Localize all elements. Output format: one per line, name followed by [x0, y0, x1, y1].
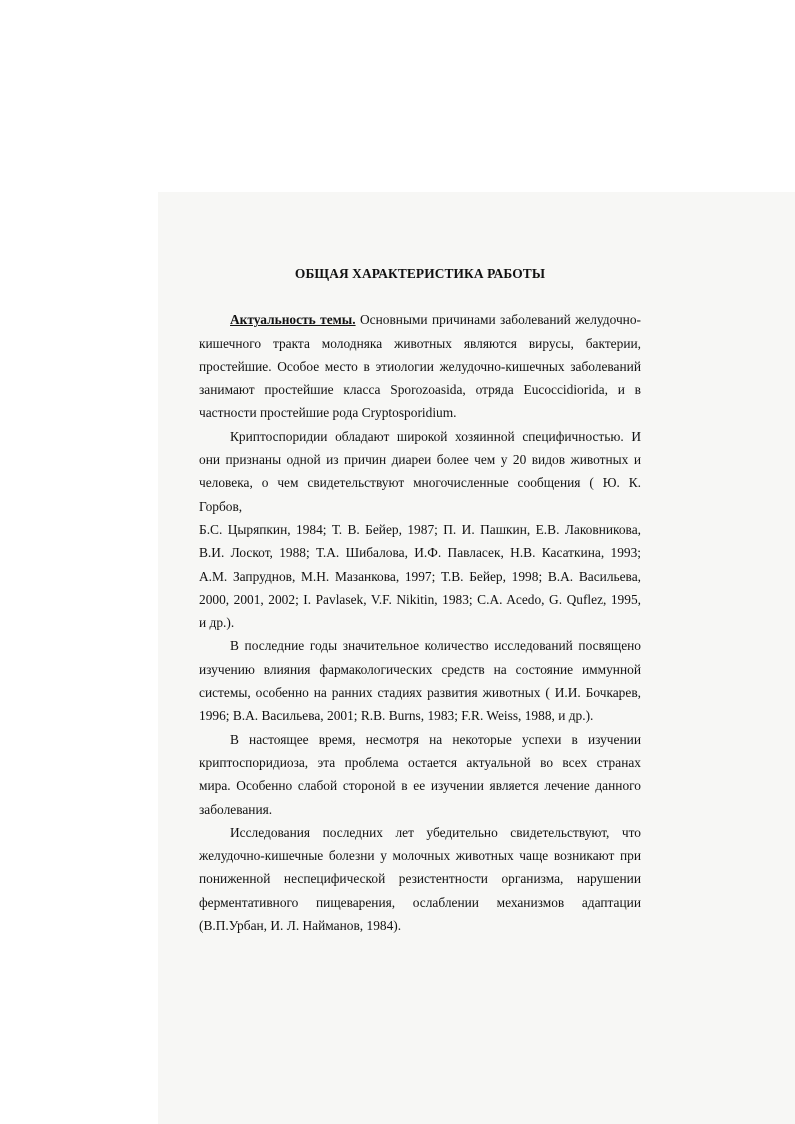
paragraph-line: человека, о чем свидетельствуют многочисленные сообщения ( Ю. К.	[199, 475, 641, 491]
paragraph-line: В.И. Лоскот, 1988; Т.А. Шибалова, И.Ф. Павласек, Н.В. Касаткина, 1993;	[199, 545, 641, 561]
paragraph-recent-studies	[199, 821, 641, 937]
paragraph-line: желудочно-кишечные болезни у молочных животных чаще возникают при	[199, 848, 641, 864]
paragraph-line: пониженной неспецифической резистентности организма, нарушении	[199, 871, 641, 887]
paragraph-line: (В.П.Урбан, И. Л. Найманов, 1984).	[199, 918, 402, 934]
paragraph-line: кишечного тракта молодняка животных являются вирусы, бактерии,	[199, 335, 641, 351]
paragraph-line: мира. Особенно слабой стороной в ее изучении является лечение данного	[199, 778, 641, 794]
paragraph-relevance	[199, 308, 641, 424]
paragraph-line: занимают простейшие класса Sporozoasida, отряда Eucoccidiorida, и в	[199, 382, 641, 398]
paragraph-line: Исследования последних лет убедительно свидетельствуют, что	[230, 824, 641, 840]
paragraph-line: Б.С. Цыряпкин, 1984; Т. В. Бейер, 1987; П. И. Пашкин, Е.В. Лаковникова,	[199, 521, 641, 537]
section-lead-label: Актуальность темы.	[230, 312, 356, 328]
paragraph-line: заболевания.	[199, 801, 273, 817]
paragraph-line: А.М. Запруднов, М.Н. Мазанкова, 1997; Т.В. Бейер, 1998; В.А. Васильева,	[199, 568, 641, 584]
paragraph-line: криптоспоридиоза, эта проблема остается актуальной во всех странах	[199, 754, 641, 770]
paragraph-line: В настоящее время, несмотря на некоторые успехи в изучении	[230, 731, 641, 747]
paragraph-line: Актуальность темы. Основными причинами заболеваний желудочно-	[230, 312, 641, 328]
paragraph-cryptosporidia	[199, 425, 641, 635]
paragraph-line: ферментативного пищеварения, ослаблении механизмов адаптации	[199, 894, 641, 910]
paragraph-line: они признаны одной из причин диареи более чем у 20 видов животных и	[199, 452, 641, 468]
paragraph-line: 2000, 2001, 2002; I. Pavlasek, V.F. Nikitin, 1983; C.A. Acedo, G. Quflez, 1995,	[199, 591, 641, 607]
paragraph-line: частности простейшие рода Cryptosporidium.	[199, 405, 457, 421]
paragraph-line: изучению влияния фармакологических средств на состояние иммунной	[199, 661, 641, 677]
paragraph-line: Горбов,	[199, 498, 243, 514]
page-title: ОБЩАЯ ХАРАКТЕРИСТИКА РАБОТЫ	[294, 266, 546, 281]
paragraph-research	[199, 634, 641, 727]
paragraph-current-state	[199, 728, 641, 821]
paragraph-line: 1996; В.А. Васильева, 2001; R.B. Burns, 1983; F.R. Weiss, 1988, и др.).	[199, 708, 594, 724]
paragraph-line: Криптоспоридии обладают широкой хозяинной специфичностью. И	[230, 428, 641, 444]
paragraph-line: простейшие. Особое место в этиологии желудочно-кишечных заболеваний	[199, 358, 641, 374]
paragraph-line: и др.).	[199, 615, 235, 631]
paragraph-line: В последние годы значительное количество исследований посвящено	[230, 638, 641, 654]
document-body	[199, 262, 641, 937]
paragraph-line: системы, особенно на ранних стадиях развития животных ( И.И. Бочкарев,	[199, 685, 641, 701]
